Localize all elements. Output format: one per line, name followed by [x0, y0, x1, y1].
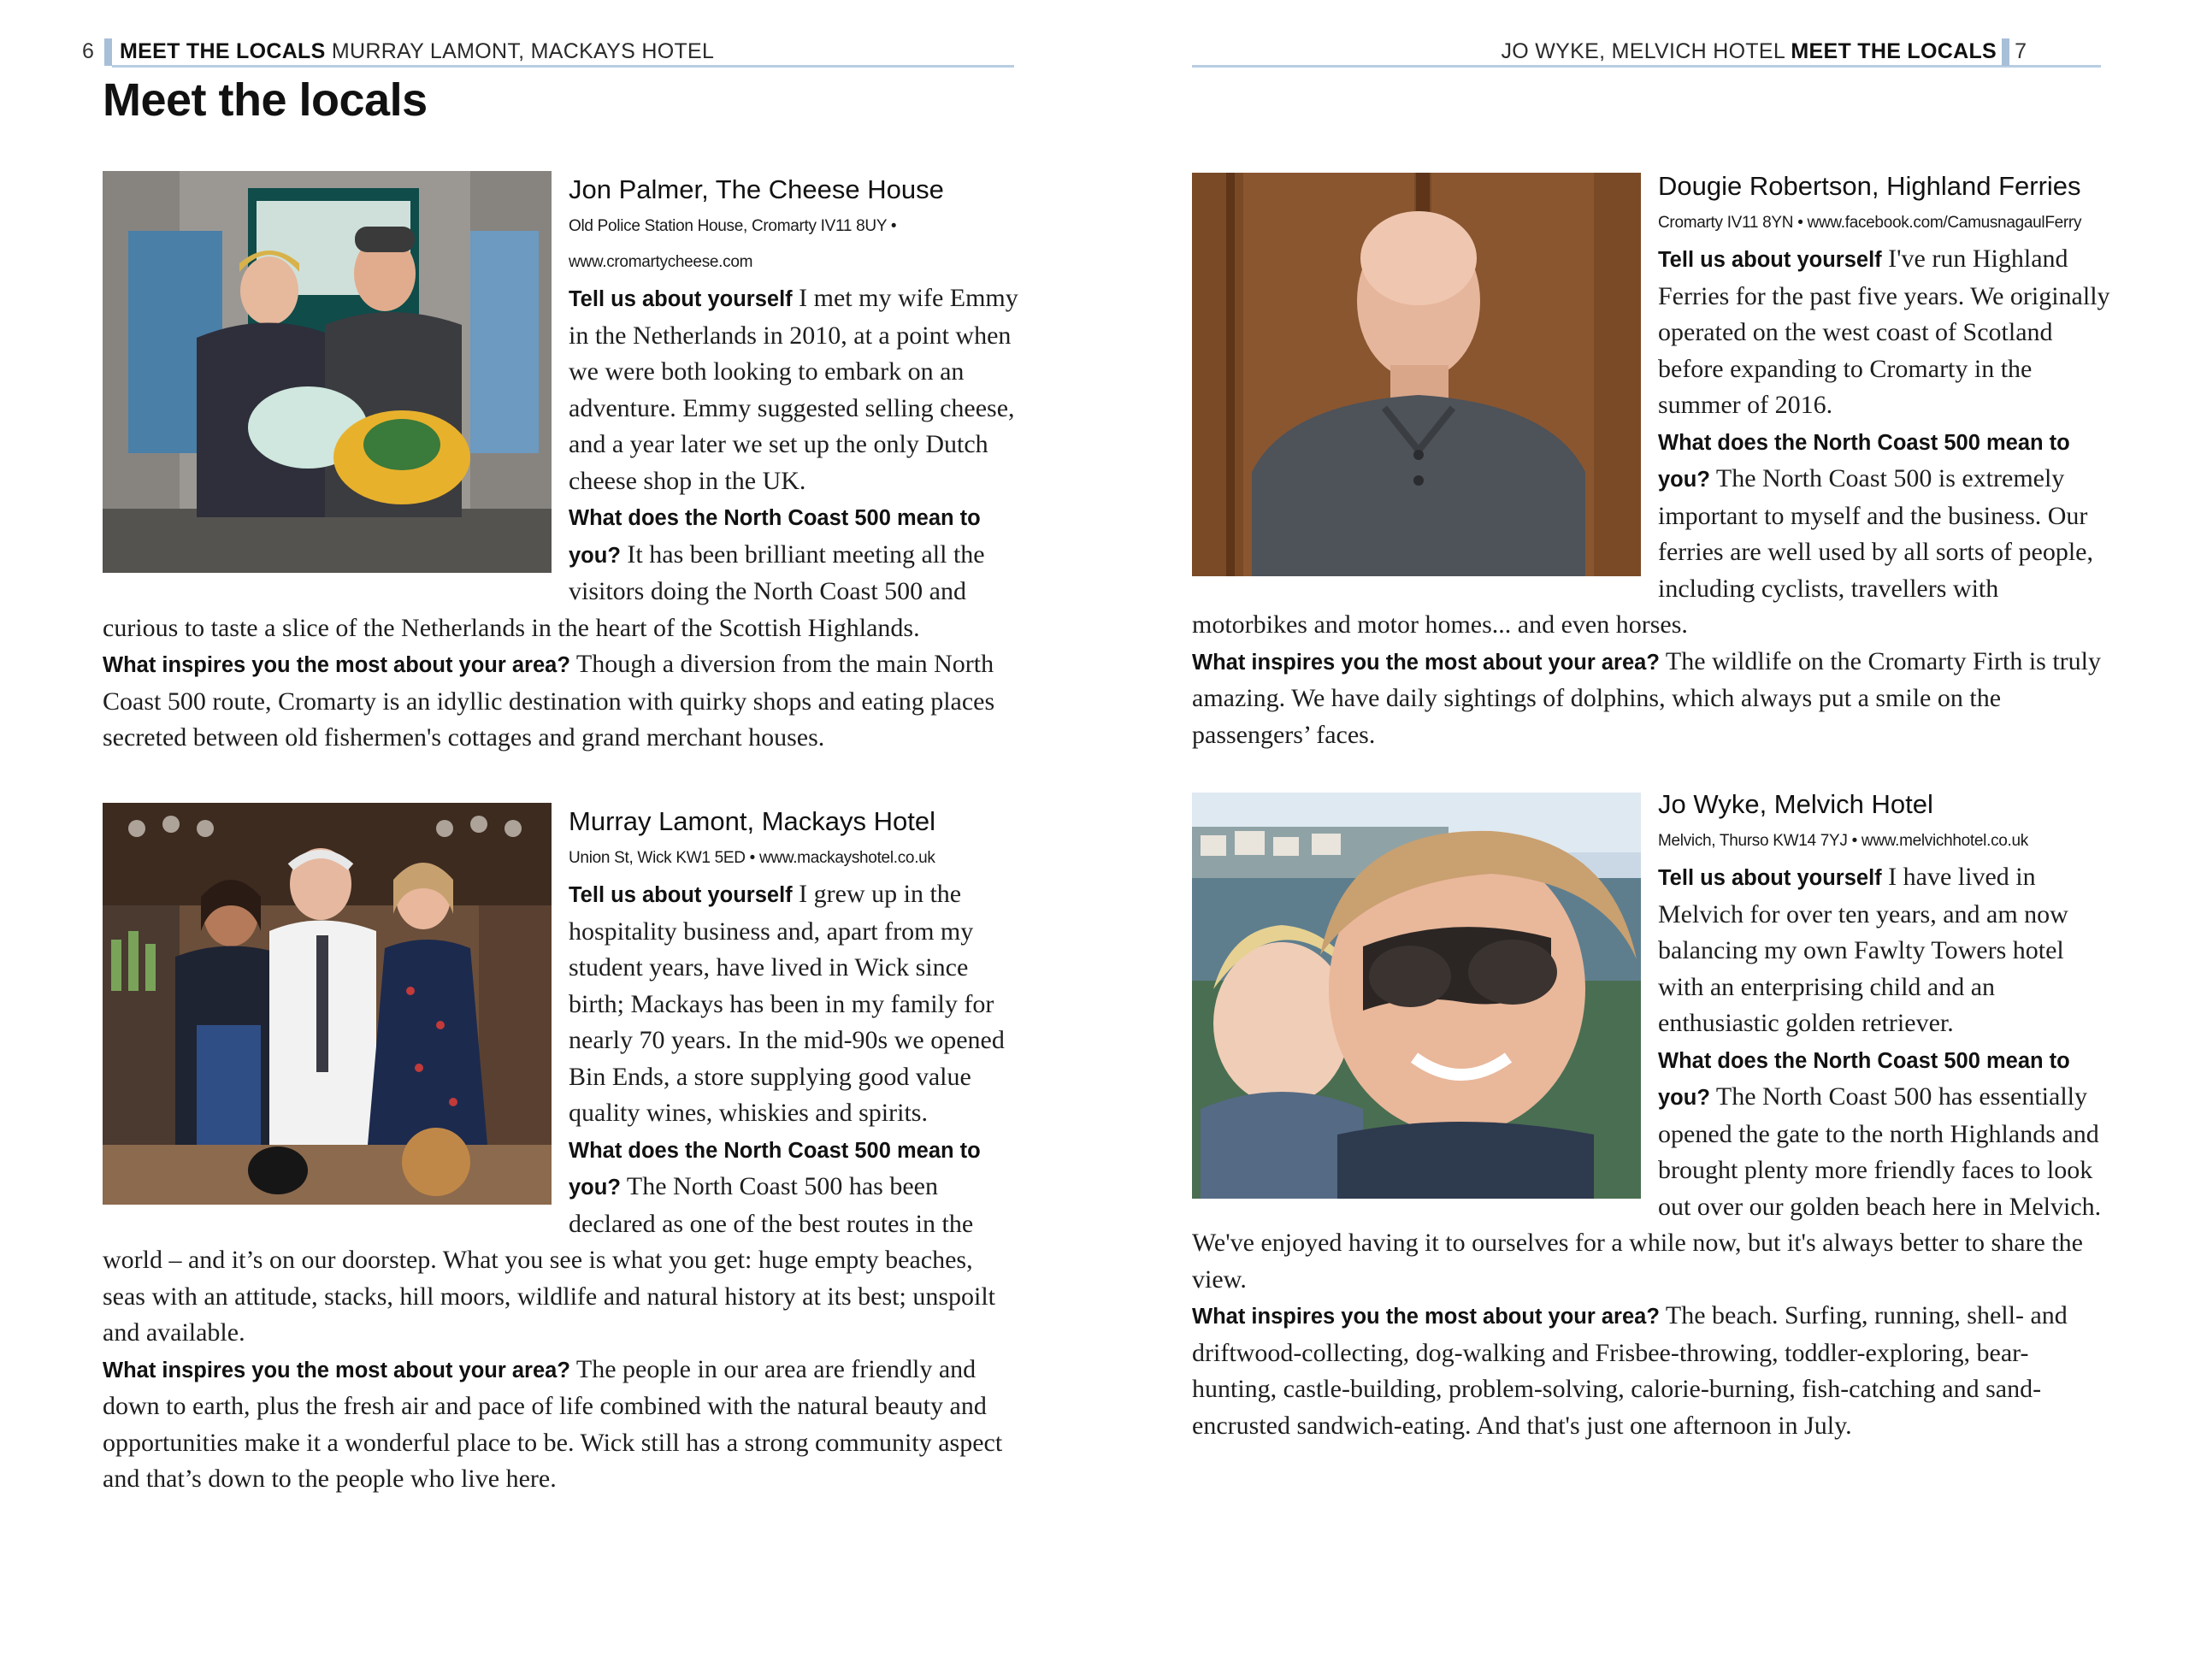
question-area-inspiration: What inspires you the most about your area?: [103, 653, 570, 677]
answer-area-inspiration: The beach. Surfing, running, shell- and driftwood-collecting, dog-walking and Frisbee-throwing, toddler-exploring, bear-hunting, castle-building, problem-solving, calorie-burning, fish-catching and sand-encrusted sandwich-eating. And that's just one afternoon in July.: [1192, 1301, 2068, 1440]
answer-about-yourself: I've run Highland Ferries for the past five years. We originally operated on the west coast of Scotland before expanding to Cromarty in the summer of 2016.: [1658, 245, 2110, 419]
running-header-section: MEET THE LOCALS: [1791, 39, 1997, 63]
photo-murray-lamont: [103, 803, 552, 1205]
running-header-subject: JO WYKE, MELVICH HOTEL: [1501, 39, 1785, 63]
running-header: [1501, 36, 1997, 67]
answer-area-inspiration: The people in our area are friendly and down to earth, plus the fresh air and pace of life combined with the natural beauty and opportunities make it a wonderful place to be. Wick still has a strong community aspect and that’s down to the people who live here.: [103, 1354, 1003, 1493]
profile-address: Union St, Wick KW1 5ED • www.mackayshotel.co.uk: [569, 849, 935, 867]
question-area-inspiration: What inspires you the most about your area?: [103, 1358, 570, 1382]
question-about-yourself: Tell us about yourself: [569, 287, 793, 311]
question-nc500-meaning: What does the North Coast 500 mean to you?: [1658, 1048, 2070, 1110]
header-tab-marker: [104, 38, 112, 66]
answer-nc500-meaning: The North Coast 500 has been declared as one of the best routes in the world – and it’s on our doorstep. What you see is what you get: huge empty beaches, seas with an attitude, stacks, hill moors, wildlife and natural history at its best; unspoilt and available.: [103, 1172, 996, 1347]
profile-murray-lamont: [103, 803, 1022, 1498]
question-about-yourself: Tell us about yourself: [1658, 866, 1882, 890]
answer-nc500-meaning: The North Coast 500 is extremely important to myself and the business. Our ferries are well used by all sorts of people, including cyclists, travellers with motorbikes and motor homes... and even horses.: [1192, 464, 2093, 639]
question-area-inspiration: What inspires you the most about your area?: [1192, 1305, 1660, 1329]
answer-area-inspiration: The wildlife on the Cromarty Firth is truly amazing. We have daily sightings of dolphins, which always put a smile on the passengers’ faces.: [1192, 646, 2101, 749]
profile-name: Jo Wyke, Melvich Hotel: [1658, 789, 1933, 819]
answer-about-yourself: I have lived in Melvich for over ten years, and am now balancing my own Fawlty Towers hotel with an enterprising child and an enthusiastic golden retriever.: [1658, 863, 2068, 1037]
profile-address: Cromarty IV11 8YN • www.facebook.com/CamusnagaulFerry: [1658, 214, 2082, 232]
photo-jo-wyke: [1192, 793, 1641, 1199]
question-nc500-meaning: What does the North Coast 500 mean to you?: [1658, 430, 2070, 492]
header-rule: [112, 65, 1014, 68]
page-title: Meet the locals: [103, 74, 428, 126]
running-header: [120, 36, 714, 67]
question-nc500-meaning: What does the North Coast 500 mean to you?: [569, 506, 981, 568]
header-tab-marker: [2002, 38, 2009, 66]
profile-name: Dougie Robertson, Highland Ferries: [1658, 171, 2081, 201]
profile-website: www.cromartycheese.com: [569, 253, 753, 271]
page-number: 6: [82, 39, 94, 63]
question-about-yourself: Tell us about yourself: [1658, 248, 1882, 272]
photo-dougie-robertson: [1192, 173, 1641, 576]
answer-about-yourself: I met my wife Emmy in the Netherlands in 2010, at a point when we were both looking to embark on an adventure. Emmy suggested selling cheese, and a year later we set up the only Dutch cheese shop in the UK.: [569, 284, 1018, 495]
profile-name: Murray Lamont, Mackays Hotel: [569, 806, 935, 836]
profile-name: Jon Palmer, The Cheese House: [569, 174, 944, 204]
right-page: [1094, 0, 2189, 1680]
photo-jon-palmer: [103, 171, 552, 573]
answer-nc500-meaning: The North Coast 500 has essentially opened the gate to the north Highlands and brought plenty more friendly faces to look out over our golden beach here in Melvich. We've enjoyed having it to ourselves for a while now, but it's always better to share the view.: [1192, 1082, 2102, 1294]
left-page: [0, 0, 1094, 1680]
page-number: 7: [2015, 39, 2027, 63]
profile-address: Old Police Station House, Cromarty IV11 8UY •: [569, 217, 897, 235]
answer-area-inspiration: Though a diversion from the main North Coast 500 route, Cromarty is an idyllic destination with quirky shops and eating places secreted between old fishermen's cottages and grand merchant houses.: [103, 650, 995, 752]
profile-jon-palmer: [103, 171, 1022, 757]
question-area-inspiration: What inspires you the most about your area?: [1192, 650, 1660, 675]
answer-nc500-meaning: It has been brilliant meeting all the visitors doing the North Coast 500 and curious to taste a slice of the Netherlands in the heart of the Scottish Highlands.: [103, 539, 985, 642]
answer-about-yourself: I grew up in the hospitality business and, apart from my student years, have lived in Wick since birth; Mackays has been in my family for nearly 70 years. In the mid-90s we opened Bin Ends, a store supplying good value quality wines, whiskies and spirits.: [569, 880, 1005, 1127]
profile-dougie-robertson: [1192, 168, 2111, 753]
question-nc500-meaning: What does the North Coast 500 mean to you?: [569, 1138, 981, 1200]
running-header-subject: MURRAY LAMONT, MACKAYS HOTEL: [331, 39, 715, 63]
profile-jo-wyke: [1192, 786, 2111, 1444]
running-header-section: MEET THE LOCALS: [120, 39, 326, 63]
question-about-yourself: Tell us about yourself: [569, 883, 793, 907]
profile-address: Melvich, Thurso KW14 7YJ • www.melvichhotel.co.uk: [1658, 832, 2028, 850]
